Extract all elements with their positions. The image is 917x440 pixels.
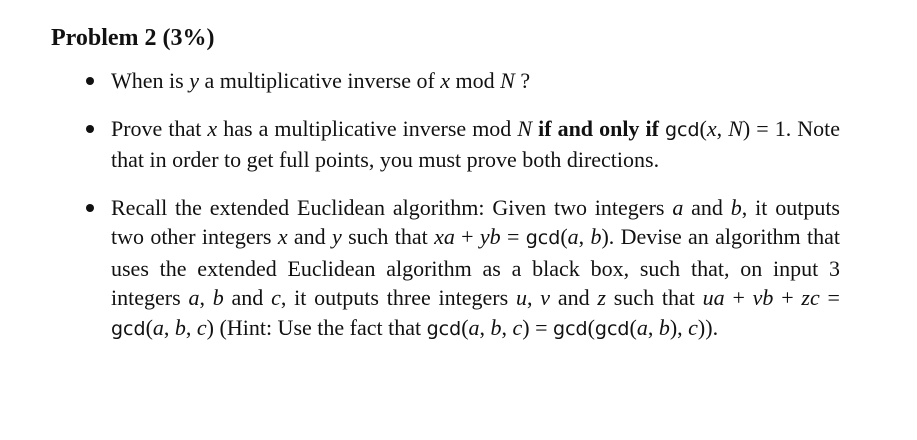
text-segment: Prove that	[111, 115, 208, 141]
math-variable: b	[730, 194, 742, 220]
text-segment: ,	[526, 285, 541, 310]
math-variable: yb	[479, 224, 501, 249]
text-segment: ).	[705, 314, 719, 340]
text-segment: and	[683, 194, 731, 220]
math-variable: x	[440, 68, 451, 93]
math-variable: b	[490, 314, 502, 340]
text-segment: ,	[199, 285, 213, 310]
bullet-text	[111, 68, 530, 93]
math-operator: (	[629, 314, 637, 340]
bullet-dot-icon	[86, 125, 94, 133]
math-operator: +	[724, 285, 753, 310]
math-operator: ) = 1	[742, 115, 786, 141]
math-variable: v	[540, 285, 551, 310]
math-variable: b	[658, 314, 670, 340]
math-operator: ,	[501, 314, 513, 340]
math-variable: a	[636, 314, 648, 340]
math-variable: c	[271, 285, 281, 310]
math-variable: vb	[752, 285, 774, 310]
math-variable: N	[517, 115, 533, 141]
text-segment: Recall the extended Euclidean algorithm: Given two integers	[111, 194, 673, 220]
math-operator: (	[699, 115, 707, 141]
math-variable: a	[152, 314, 164, 340]
math-operator: (	[587, 314, 595, 340]
math-function: gcd	[553, 317, 588, 340]
math-operator: ,	[163, 314, 175, 340]
text-segment: mod	[450, 68, 501, 93]
bullet-text	[111, 195, 840, 340]
text-segment: and	[223, 285, 272, 310]
math-operator: (	[145, 314, 153, 340]
math-variable: zc	[801, 285, 820, 310]
text-segment: , it outputs two other integers	[111, 194, 840, 249]
math-function: gcd	[525, 227, 561, 249]
math-variable: c	[512, 314, 523, 340]
bullet-item-3	[80, 193, 840, 345]
math-variable: a	[468, 314, 480, 340]
bullet-item-2	[80, 114, 840, 175]
math-variable: N	[500, 68, 515, 93]
math-operator: ,	[479, 314, 491, 340]
math-operator: ,	[578, 224, 591, 249]
math-variable: b	[590, 224, 602, 249]
math-operator: (	[461, 314, 469, 340]
bold-segment: if and only if	[538, 115, 659, 141]
math-operator: )	[206, 314, 214, 340]
text-segment: such that	[605, 285, 703, 310]
math-variable: a	[672, 194, 684, 220]
text-segment: , it outputs three integers	[280, 285, 516, 310]
math-variable: x	[207, 115, 218, 141]
math-function: gcd	[111, 317, 146, 340]
math-variable: N	[728, 115, 743, 141]
math-operator: )	[697, 314, 706, 340]
math-variable: c	[196, 314, 207, 340]
text-segment: has a multiplicative inverse mod	[217, 115, 518, 141]
math-operator: ,	[716, 115, 729, 141]
math-variable: b	[174, 314, 186, 340]
bullet-dot-icon	[86, 77, 94, 85]
math-variable: a	[567, 224, 579, 249]
bullet-text	[111, 116, 840, 173]
text-segment: . Note that in order to get full points, you must prove both directions.	[111, 115, 841, 172]
math-operator: ,	[647, 314, 659, 340]
math-variable: a	[188, 285, 200, 310]
bullet-dot-icon	[86, 204, 94, 212]
math-variable: x	[277, 224, 288, 249]
math-variable: y	[189, 68, 199, 93]
math-operator: ) =	[522, 314, 554, 340]
problem-title: Problem 2 (3%)	[51, 25, 215, 51]
math-function: gcd	[426, 317, 462, 340]
math-function: gcd	[594, 317, 630, 340]
text-segment: When is	[111, 68, 190, 93]
math-operator: ,	[185, 314, 197, 340]
math-function: gcd	[664, 118, 700, 141]
math-variable: u	[515, 285, 527, 310]
math-variable: z	[597, 285, 606, 310]
text-segment: and	[550, 285, 598, 310]
text-segment: . Devise an algorithm that uses the extended Euclidean algorithm as a black box, such that, on input 3 integers	[111, 224, 840, 310]
math-variable: x	[706, 115, 717, 141]
text-segment: a multiplicative inverse of	[198, 68, 441, 93]
math-operator: ),	[669, 314, 689, 340]
math-operator: (	[560, 224, 568, 249]
math-operator: +	[773, 285, 802, 310]
text-segment: and	[287, 224, 333, 249]
math-operator: =	[500, 224, 526, 249]
math-operator: )	[601, 224, 609, 249]
bullet-list	[80, 66, 840, 344]
text-segment: (Hint: Use the fact that	[214, 314, 427, 340]
math-operator: =	[819, 285, 840, 310]
text-segment: ?	[514, 68, 531, 93]
math-variable: ua	[702, 285, 725, 310]
bullet-item-1	[80, 66, 840, 96]
math-operator: +	[454, 224, 480, 249]
math-variable: c	[688, 314, 698, 340]
math-variable: y	[332, 224, 342, 249]
math-variable: xa	[434, 224, 455, 249]
math-variable: b	[212, 285, 224, 310]
text-segment: such that	[341, 224, 435, 249]
